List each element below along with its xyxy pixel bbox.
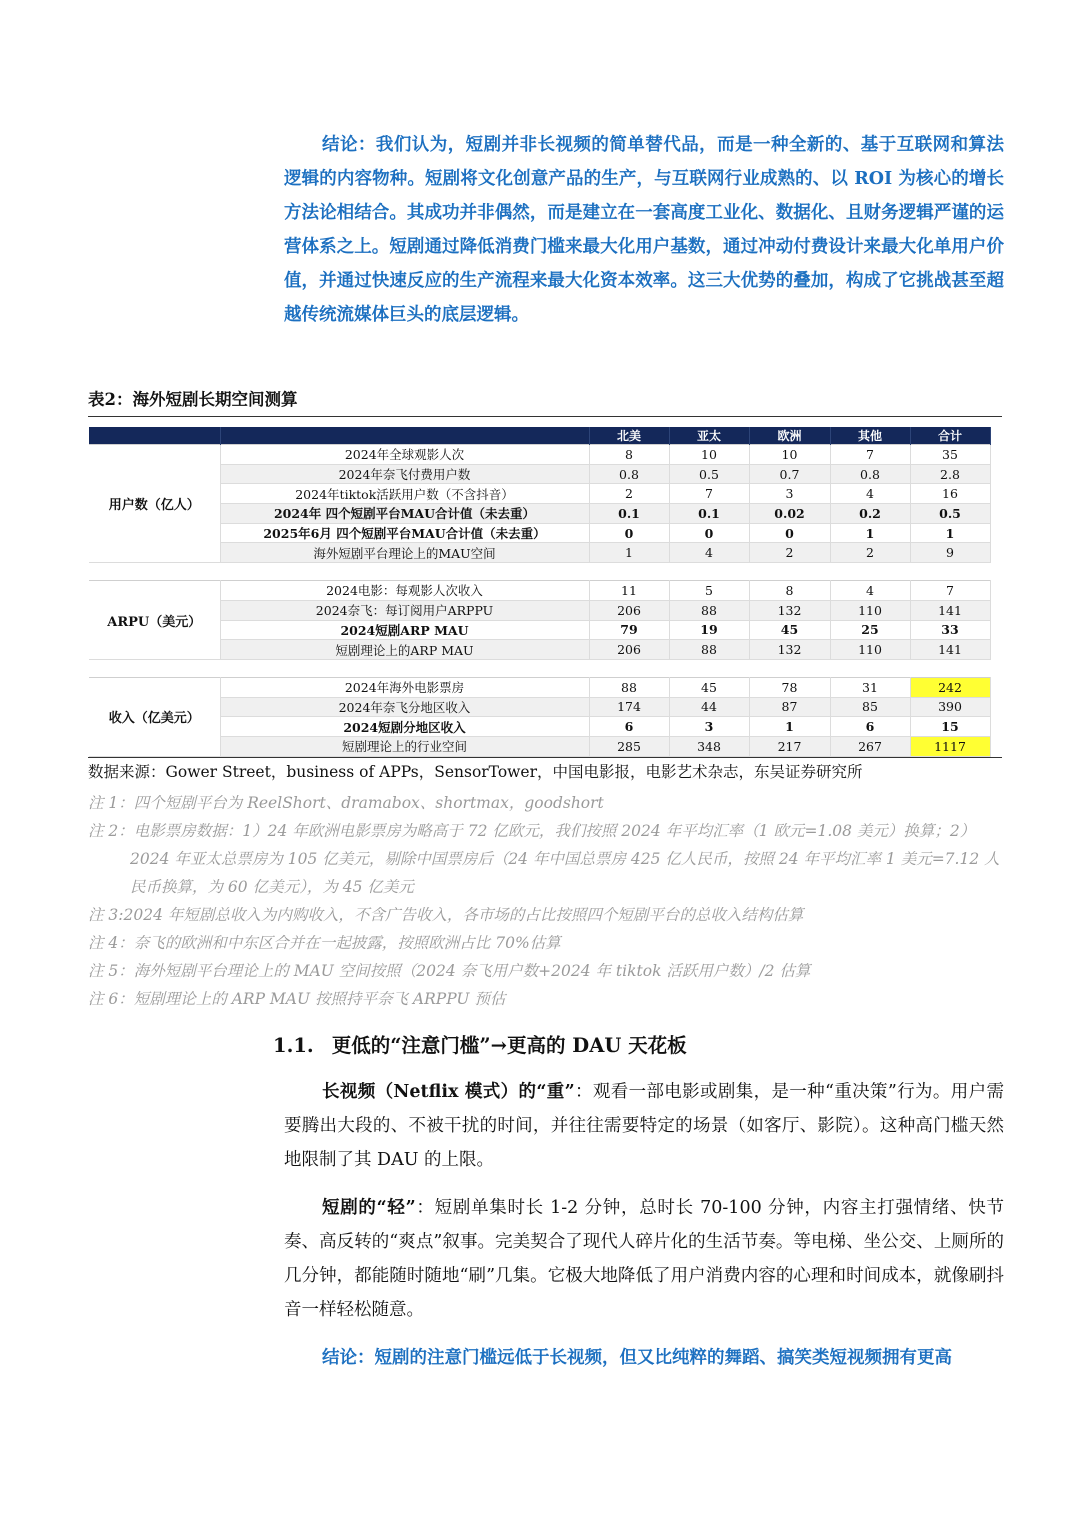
paragraph-text: ：观看一部电影或剧集，是一种“重决策”行为。用户需要腾出大段的、不被干扰的时间，并往往需要特定的场景（如客厅、影院）。这种高门槛天然地限制了其 DAU 的上限。 xyxy=(284,1082,1004,1170)
value-cell: 1 xyxy=(749,717,830,737)
value-cell: 10 xyxy=(749,445,830,465)
section-label: ARPU（美元） xyxy=(89,581,220,660)
value-cell: 6 xyxy=(830,717,910,737)
value-cell: 2.8 xyxy=(910,464,990,484)
value-cell: 285 xyxy=(589,736,669,756)
column-header: 其他 xyxy=(830,427,910,445)
value-cell: 0.02 xyxy=(749,504,830,524)
value-cell: 0.2 xyxy=(830,504,910,524)
value-cell: 1 xyxy=(830,523,910,543)
section-gap xyxy=(89,563,990,581)
value-cell: 88 xyxy=(589,677,669,697)
column-header: 北美 xyxy=(589,427,669,445)
value-cell: 7 xyxy=(669,484,749,504)
value-cell: 79 xyxy=(589,620,669,640)
value-cell: 2 xyxy=(589,484,669,504)
value-cell: 0.5 xyxy=(910,504,990,524)
value-cell: 2 xyxy=(830,543,910,563)
row-label: 2024年 四个短剧平台MAU合计值（未去重） xyxy=(220,504,589,524)
row-label: 2024年tiktok活跃用户数（不含抖音） xyxy=(220,484,589,504)
table-row xyxy=(89,717,990,737)
section-number: 1.1. xyxy=(273,1034,314,1057)
value-cell: 110 xyxy=(830,640,910,660)
value-cell: 25 xyxy=(830,620,910,640)
value-cell: 7 xyxy=(910,581,990,601)
value-cell: 5 xyxy=(669,581,749,601)
paragraph-lead: 长视频（Netflix 模式）的“重” xyxy=(322,1082,575,1102)
value-cell: 78 xyxy=(749,677,830,697)
value-cell: 31 xyxy=(830,677,910,697)
value-cell: 2 xyxy=(749,543,830,563)
header-blank xyxy=(89,427,220,445)
value-cell: 1 xyxy=(589,543,669,563)
paragraph-lead: 短剧的“轻” xyxy=(322,1198,416,1218)
value-cell: 4 xyxy=(669,543,749,563)
value-cell: 0 xyxy=(589,523,669,543)
table-row xyxy=(89,484,990,504)
value-cell: 217 xyxy=(749,736,830,756)
value-cell: 9 xyxy=(910,543,990,563)
conclusion-paragraph-2: 结论：短剧的注意门槛远低于长视频，但又比纯粹的舞蹈、搞笑类短视频拥有更高 xyxy=(322,1348,952,1368)
value-cell: 0.8 xyxy=(830,464,910,484)
table-row xyxy=(89,464,990,484)
value-cell: 0.7 xyxy=(749,464,830,484)
value-cell: 132 xyxy=(749,640,830,660)
value-cell: 87 xyxy=(749,697,830,717)
gap-cell xyxy=(89,659,990,677)
value-cell: 33 xyxy=(910,620,990,640)
note: 注 2：电影票房数据：1）24 年欧洲电影票房为略高于 72 亿欧元，我们按照 2024 年平均汇率（1 欧元=1.08 美元）换算；2）2024 年亚太总票房为 105 亿美元，剔除中国票房后（24 年中国总票房 425 亿人民币，按照 24 年平均汇率 1 美元=7.12 人民币换算，为 60 亿美元），为 45 亿美元 xyxy=(88,822,1000,896)
section-heading xyxy=(273,1030,687,1058)
estimate-table xyxy=(89,427,991,757)
value-cell: 1117 xyxy=(910,736,990,756)
section-gap xyxy=(89,659,990,677)
value-cell: 19 xyxy=(669,620,749,640)
value-cell: 11 xyxy=(589,581,669,601)
row-label: 2024奈飞：每订阅用户ARPPU xyxy=(220,600,589,620)
value-cell: 3 xyxy=(749,484,830,504)
data-source: 数据来源：Gower Street，business of APPs，SensorTower，中国电影报，电影艺术杂志，东吴证券研究所 xyxy=(88,763,863,781)
value-cell: 88 xyxy=(669,600,749,620)
table-row xyxy=(89,523,990,543)
note: 注 6：短剧理论上的 ARP MAU 按照持平奈飞 ARPPU 预估 xyxy=(88,990,506,1008)
value-cell: 206 xyxy=(589,640,669,660)
conclusion-paragraph: 结论：我们认为，短剧并非长视频的简单替代品，而是一种全新的、基于互联网和算法逻辑的内容物种。短剧将文化创意产品的生产，与互联网行业成熟的、以 ROI 为核心的增长方法论相结合。其成功并非偶然，而是建立在一套高度工业化、数据化、且财务逻辑严谨的运营体系之上。短剧通过降低消费门槛来最大化用户基数，通过冲动付费设计来最大化单用户价值，并通过快速反应的生产流程来最大化资本效率。这三大优势的叠加，构成了它挑战甚至超越传统流媒体巨头的底层逻辑。 xyxy=(284,135,1004,325)
value-cell: 110 xyxy=(830,600,910,620)
column-header: 欧洲 xyxy=(749,427,830,445)
value-cell: 0 xyxy=(749,523,830,543)
table-bottom-rule xyxy=(88,757,1002,758)
table-row xyxy=(89,697,990,717)
value-cell: 141 xyxy=(910,640,990,660)
table-row xyxy=(89,620,990,640)
table-row xyxy=(89,640,990,660)
value-cell: 174 xyxy=(589,697,669,717)
row-label: 短剧理论上的ARP MAU xyxy=(220,640,589,660)
value-cell: 45 xyxy=(669,677,749,697)
section-title: 更低的“注意门槛”→更高的 DAU 天花板 xyxy=(331,1034,687,1057)
value-cell: 242 xyxy=(910,677,990,697)
long-video-paragraph xyxy=(284,1075,1004,1177)
table-header-row xyxy=(89,427,990,445)
value-cell: 0.8 xyxy=(589,464,669,484)
short-drama-paragraph xyxy=(284,1191,1004,1327)
table-row xyxy=(89,600,990,620)
paragraph-text: ：短剧单集时长 1-2 分钟，总时长 70-100 分钟，内容主打强情绪、快节奏、高反转的“爽点”叙事。完美契合了现代人碎片化的生活节奏。等电梯、坐公交、上厕所的几分钟，都能随时随地“刷”几集。它极大地降低了用户消费内容的心理和时间成本，就像刷抖音一样轻松随意。 xyxy=(284,1198,1004,1320)
table-row xyxy=(89,736,990,756)
value-cell: 0.1 xyxy=(669,504,749,524)
value-cell: 0 xyxy=(669,523,749,543)
table-row xyxy=(89,504,990,524)
gap-cell xyxy=(89,563,990,581)
value-cell: 4 xyxy=(830,484,910,504)
table-title: 表2：海外短剧长期空间测算 xyxy=(88,386,1002,417)
table-row xyxy=(89,445,990,465)
value-cell: 132 xyxy=(749,600,830,620)
value-cell: 15 xyxy=(910,717,990,737)
value-cell: 45 xyxy=(749,620,830,640)
value-cell: 85 xyxy=(830,697,910,717)
row-label: 2024年奈飞付费用户数 xyxy=(220,464,589,484)
value-cell: 8 xyxy=(749,581,830,601)
note: 注 3:2024 年短剧总收入为内购收入，不含广告收入，各市场的占比按照四个短剧平台的总收入结构估算 xyxy=(88,906,804,924)
row-label: 2024电影：每观影人次收入 xyxy=(220,581,589,601)
row-label: 2024年奈飞分地区收入 xyxy=(220,697,589,717)
value-cell: 3 xyxy=(669,717,749,737)
value-cell: 10 xyxy=(669,445,749,465)
row-label: 2025年6月 四个短剧平台MAU合计值（未去重） xyxy=(220,523,589,543)
row-label: 2024年海外电影票房 xyxy=(220,677,589,697)
row-label: 2024年全球观影人次 xyxy=(220,445,589,465)
value-cell: 206 xyxy=(589,600,669,620)
value-cell: 141 xyxy=(910,600,990,620)
column-header: 合计 xyxy=(910,427,990,445)
row-label: 短剧理论上的行业空间 xyxy=(220,736,589,756)
table-notes xyxy=(88,789,1002,1013)
value-cell: 88 xyxy=(669,640,749,660)
column-header: 亚太 xyxy=(669,427,749,445)
table-row xyxy=(89,543,990,563)
section-label: 用户数（亿人） xyxy=(89,445,220,563)
value-cell: 35 xyxy=(910,445,990,465)
value-cell: 7 xyxy=(830,445,910,465)
row-label: 2024短剧分地区收入 xyxy=(220,717,589,737)
note: 注 1：四个短剧平台为 ReelShort、dramabox、shortmax，goodshort xyxy=(88,794,604,812)
table-row xyxy=(89,581,990,601)
value-cell: 0.1 xyxy=(589,504,669,524)
value-cell: 267 xyxy=(830,736,910,756)
value-cell: 6 xyxy=(589,717,669,737)
value-cell: 44 xyxy=(669,697,749,717)
value-cell: 16 xyxy=(910,484,990,504)
value-cell: 348 xyxy=(669,736,749,756)
row-label: 海外短剧平台理论上的MAU空间 xyxy=(220,543,589,563)
row-label: 2024短剧ARP MAU xyxy=(220,620,589,640)
value-cell: 8 xyxy=(589,445,669,465)
table-row xyxy=(89,677,990,697)
value-cell: 0.5 xyxy=(669,464,749,484)
note: 注 5：海外短剧平台理论上的 MAU 空间按照（2024 奈飞用户数+2024 年 tiktok 活跃用户数）/2 估算 xyxy=(88,962,811,980)
value-cell: 4 xyxy=(830,581,910,601)
section-label: 收入（亿美元） xyxy=(89,677,220,756)
note: 注 4：奈飞的欧洲和中东区合并在一起披露，按照欧洲占比 70%估算 xyxy=(88,934,561,952)
value-cell: 390 xyxy=(910,697,990,717)
header-blank xyxy=(220,427,589,445)
value-cell: 1 xyxy=(910,523,990,543)
